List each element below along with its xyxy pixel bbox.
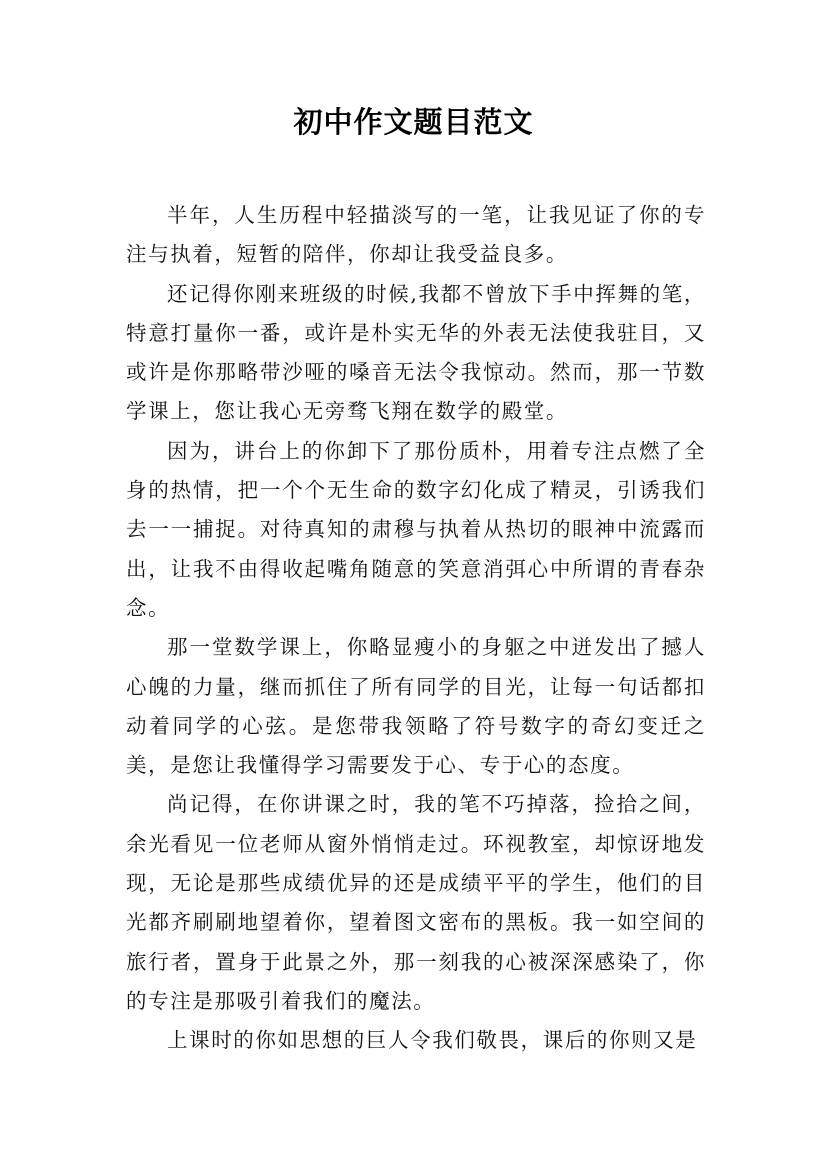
paragraph: 半年，人生历程中轻描淡写的一笔，让我见证了你的专注与执着，短暂的陪伴，你却让我受益良多。 [126,203,706,267]
document-title: 初中作文题目范文 [293,105,534,139]
paragraph: 上课时的你如思想的巨人令我们敬畏，课后的你则又是 [167,1028,698,1053]
paragraph: 还记得你刚来班级的时候,我都不曾放下手中挥舞的笔，特意打量你一番，或许是朴实无华的外表无法使我驻目，又或许是你那略带沙哑的嗓音无法令我惊动。然而，那一节数学课上，您让我心无旁骛飞翔在数学的殿堂。 [126,281,706,424]
paragraph: 因为，讲台上的你卸下了那份质朴，用着专注点燃了全身的热情，把一个个无生命的数字幻化成了精灵，引诱我们去一一捕捉。对待真知的肃穆与执着从热切的眼神中流露而出，让我不由得收起嘴角随意的笑意消弭心中所谓的青春杂念。 [126,438,706,620]
paragraph: 尚记得，在你讲课之时，我的笔不巧掉落，捡拾之间，余光看见一位老师从窗外悄悄走过。环视教室，却惊讶地发现，无论是那些成绩优异的还是成绩平平的学生，他们的目光都齐刷刷地望着你，望着图文密布的黑板。我一如空间的旅行者，置身于此景之外，那一刻我的心被深深感染了，你的专注是那吸引着我们的魔法。 [126,792,706,1013]
document-body [126,196,706,1061]
paragraph: 那一堂数学课上，你略显瘦小的身躯之中迸发出了撼人心魄的力量，继而抓住了所有同学的目光，让每一句话都扣动着同学的心弦。是您带我领略了符号数字的奇幻变迁之美，是您让我懂得学习需要发于心、专于心的态度。 [126,635,706,778]
